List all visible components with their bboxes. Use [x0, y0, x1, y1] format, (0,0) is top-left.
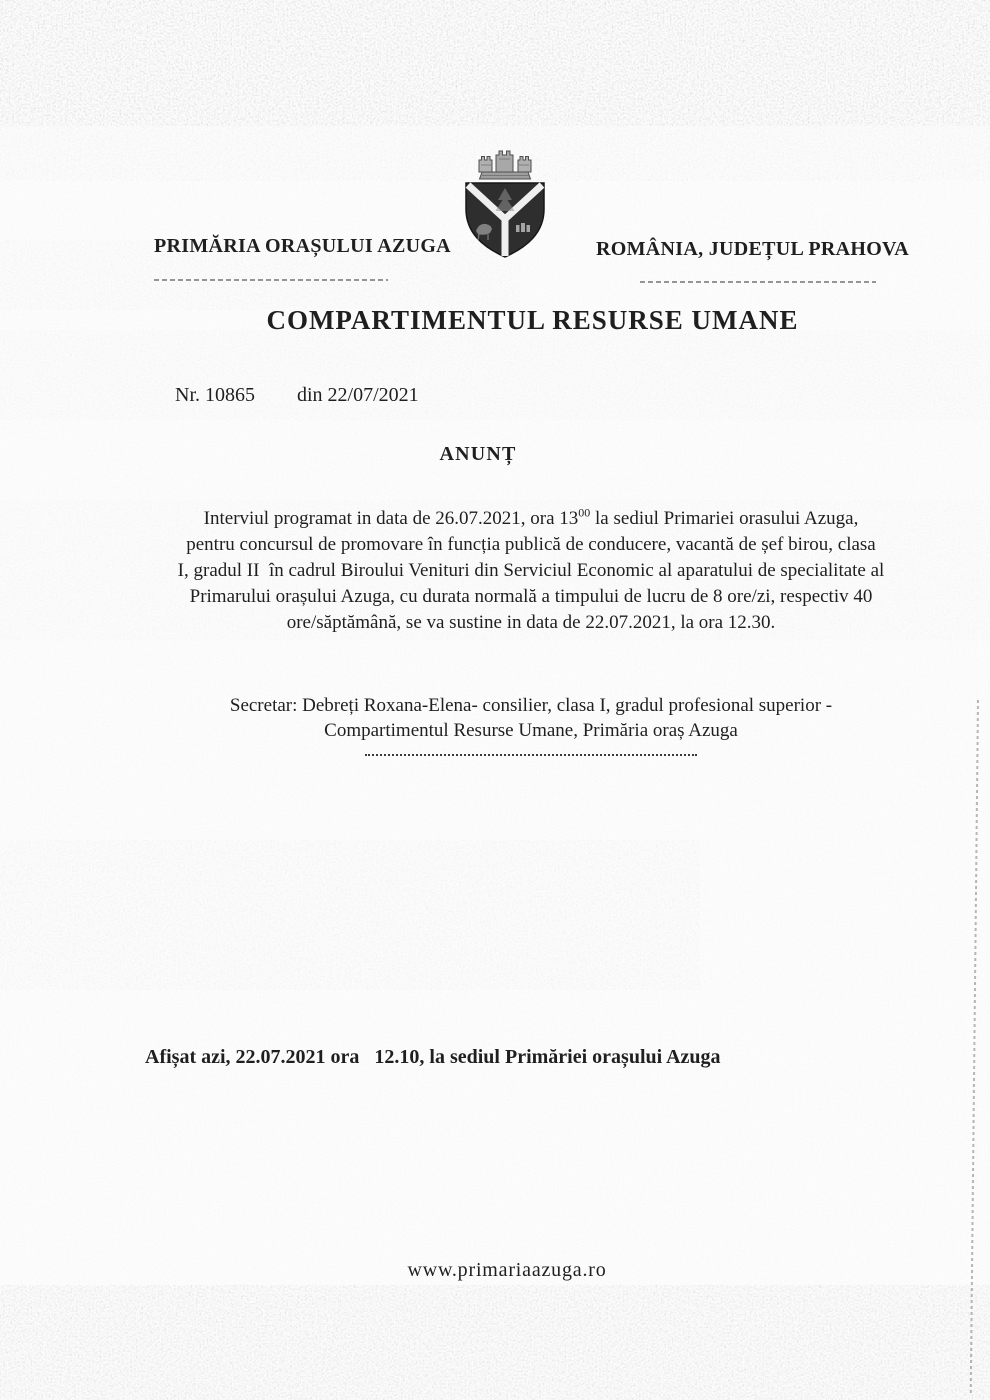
issuer-title: PRIMĂRIA ORAȘULUI AZUGA: [154, 235, 451, 257]
azuga-coat-of-arms-icon: [458, 147, 552, 261]
body-line-5: ore/săptămână, se va sustine in data de 22.07.2021, la ora 12.30.: [286, 612, 776, 633]
mural-crown: [479, 151, 531, 179]
secretary-line-2: Compartimentul Resurse Umane, Primăria oraș Azuga: [324, 720, 738, 741]
registration-number: Nr. 10865: [175, 384, 255, 406]
header-separator-right: [640, 281, 876, 283]
body-line-1: Interviul programat in data de 26.07.2021, ora $13^{00}$ la sediul Primariei orasului Azuga,: [203, 505, 859, 529]
registration-date: din 22/07/2021: [297, 384, 419, 406]
shield: [466, 183, 544, 257]
header-separator-left: [154, 279, 388, 281]
registration-line: [155, 361, 419, 430]
secretary-block: [131, 693, 931, 743]
website-url: www.primariaazuga.ro: [407, 1259, 607, 1281]
superscript-hour: 00: [578, 505, 591, 520]
announcement-body: [131, 506, 931, 636]
body-line-3: I, gradul II în cadrul Biroului Venituri din Serviciul Economic al aparatului de specialitate al: [177, 560, 885, 581]
body-line-4: Primarului orașului Azuga, cu durata normală a timpului de lucru de 8 ore/zi, respectiv 40: [189, 586, 873, 607]
department-title: COMPARTIMENTUL RESURSE UMANE: [266, 305, 799, 335]
signature-dotted-line: [365, 744, 697, 756]
country-county-title: ROMÂNIA, JUDEȚUL PRAHOVA: [596, 238, 909, 260]
posted-notice: Afișat azi, 22.07.2021 ora 12.10, la sediul Primăriei orașului Azuga: [145, 1046, 721, 1068]
scan-artifact-vertical-line: [970, 700, 979, 1395]
secretary-line-1: Secretar: Debreți Roxana-Elena- consilier, clasa I, gradul profesional superior -: [229, 695, 833, 716]
announcement-heading: ANUNȚ: [439, 443, 517, 465]
body-line-2: pentru concursul de promovare în funcția publică de conducere, vacantă de șef birou, clasa: [186, 534, 876, 555]
